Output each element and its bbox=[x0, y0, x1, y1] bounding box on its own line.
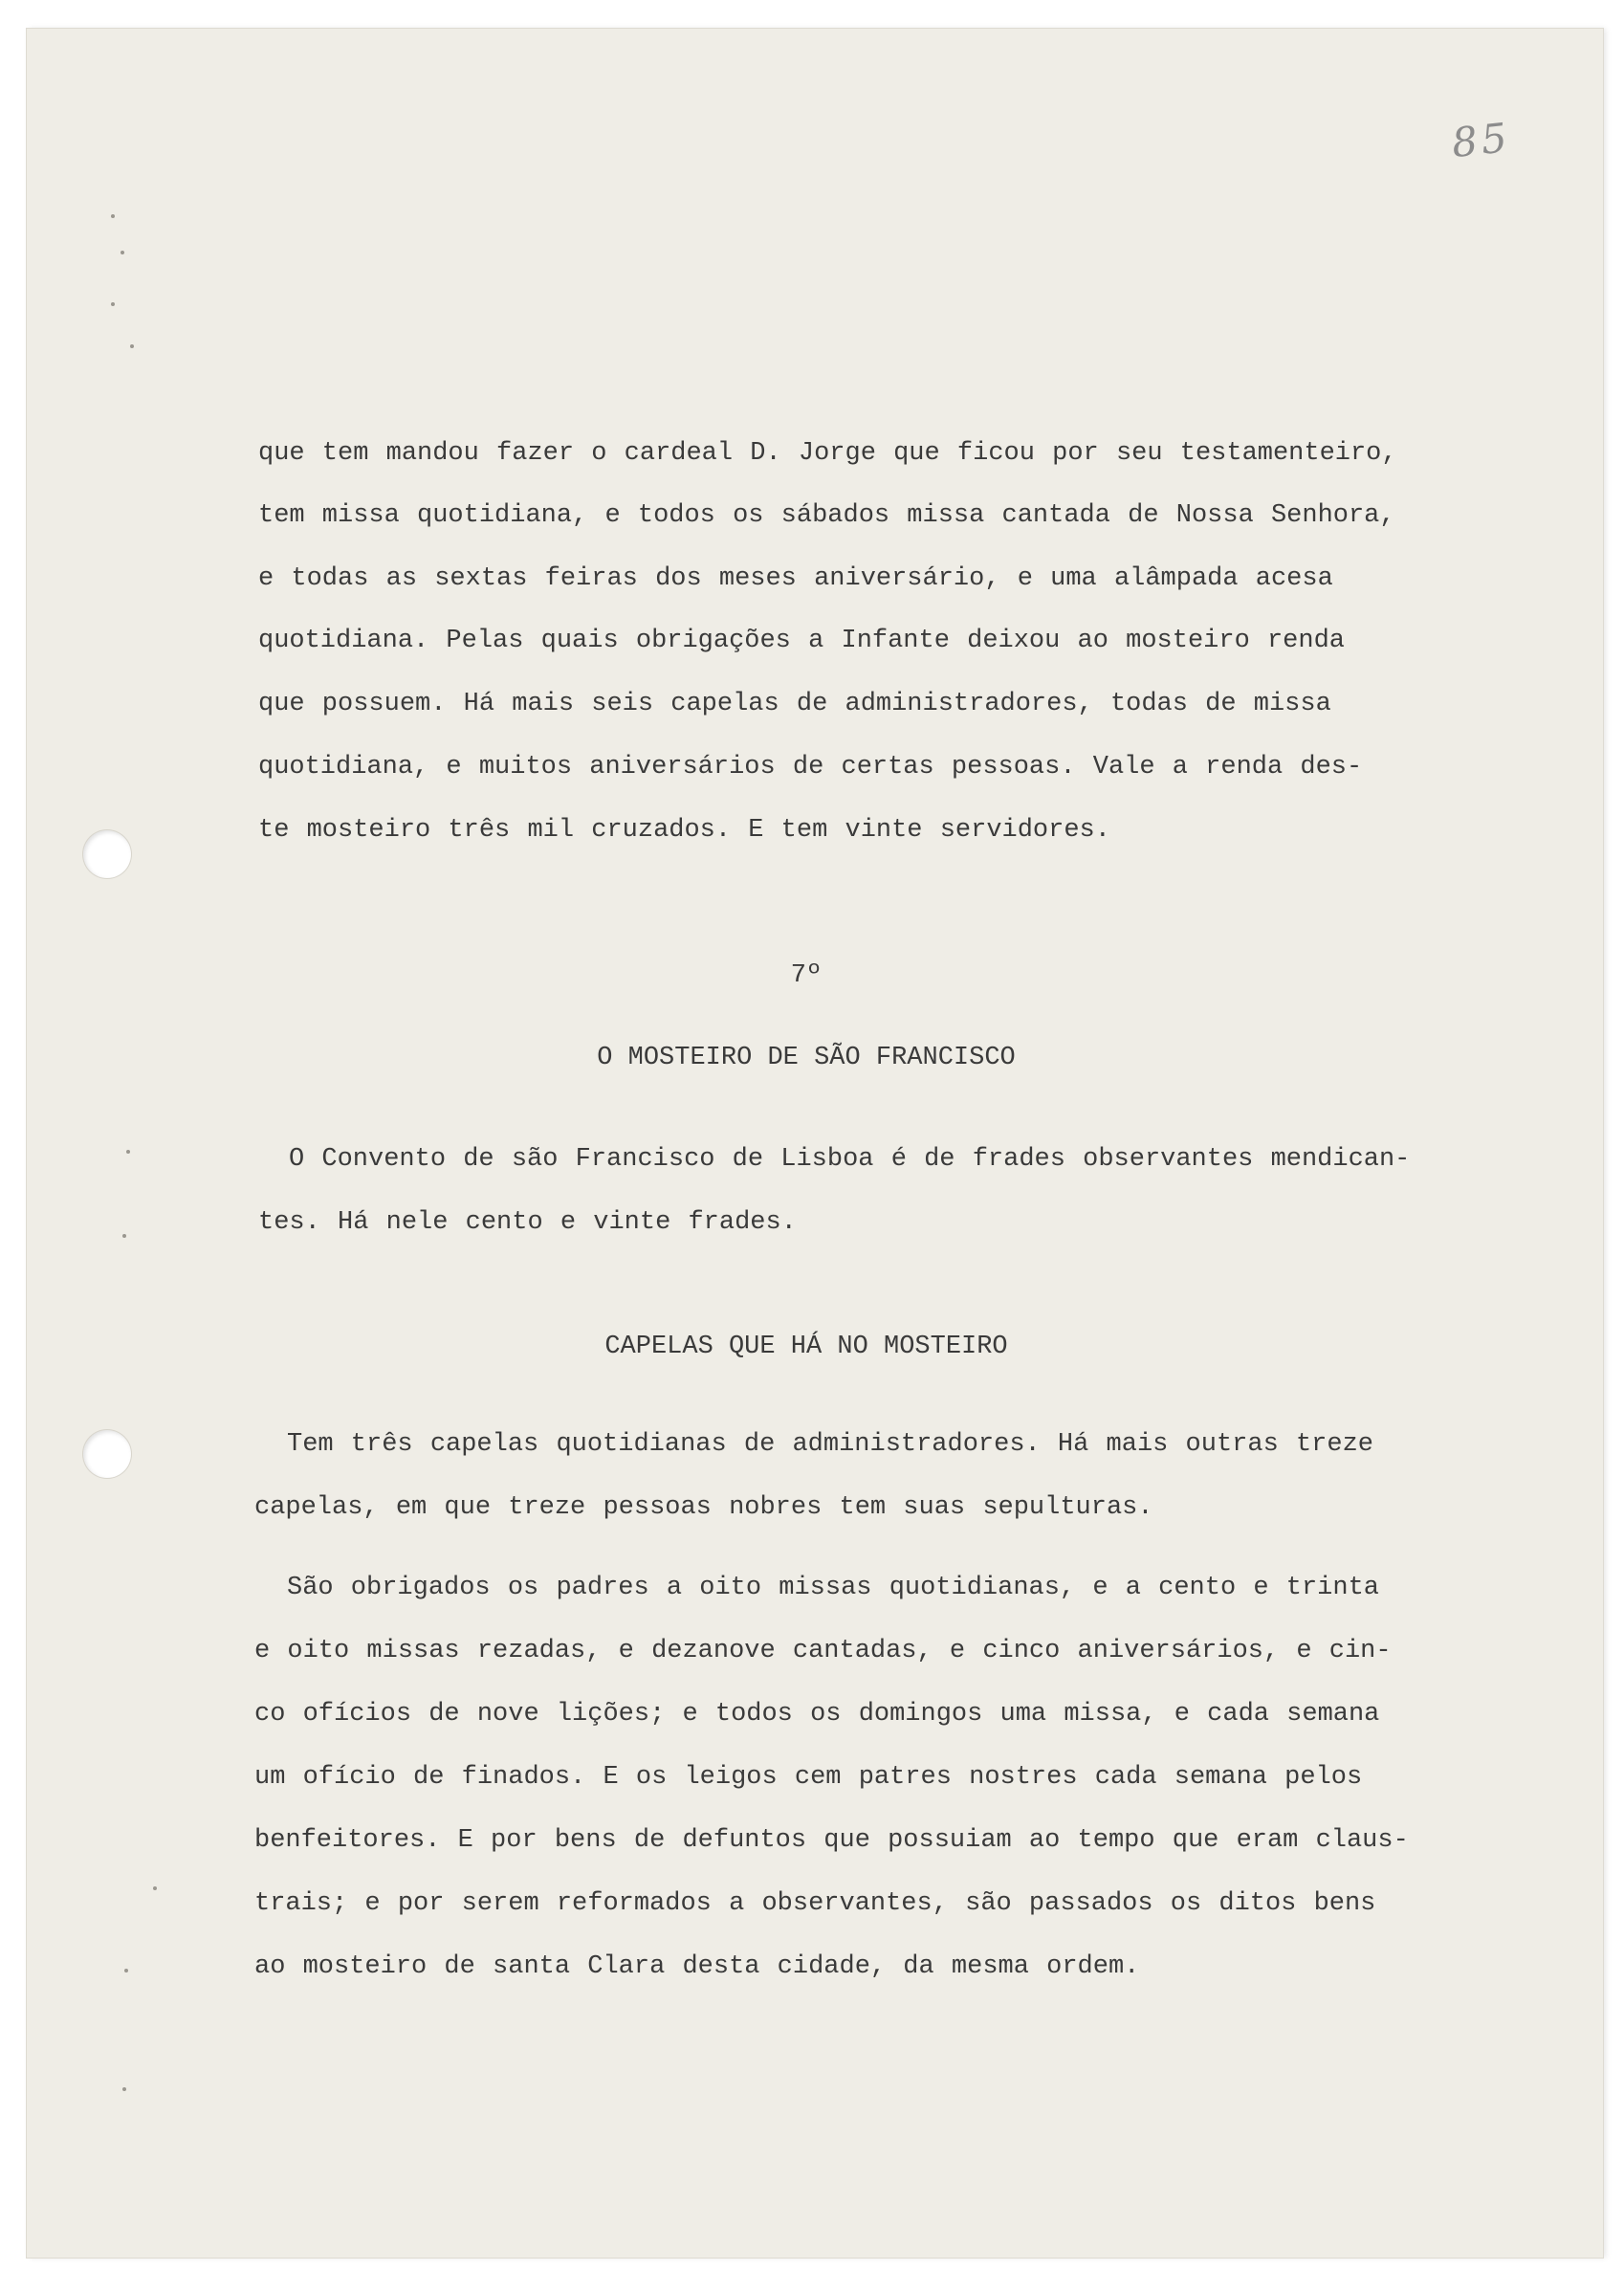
margin-speck bbox=[130, 344, 134, 348]
text-line: um ofício de finados. E os leigos cem patres nostres cada semana pelos bbox=[254, 1763, 1363, 1792]
page-number: 85 bbox=[1449, 113, 1513, 167]
margin-speck bbox=[126, 1150, 130, 1154]
text-line: Tem três capelas quotidianas de administradores. Há mais outras treze bbox=[287, 1430, 1373, 1459]
margin-speck bbox=[121, 251, 124, 254]
text-line: quotidiana. Pelas quais obrigações a Infante deixou ao mosteiro renda bbox=[258, 627, 1345, 655]
margin-speck bbox=[124, 1969, 128, 1972]
text-line: que possuem. Há mais seis capelas de administradores, todas de missa bbox=[258, 690, 1331, 718]
text-line: quotidiana, e muitos aniversários de certas pessoas. Vale a renda des- bbox=[258, 753, 1363, 782]
punch-hole-top bbox=[83, 830, 131, 878]
text-line: benfeitores. E por bens de defuntos que possuiam ao tempo que eram claus- bbox=[254, 1826, 1409, 1855]
margin-speck bbox=[111, 214, 115, 218]
text-line: ao mosteiro de santa Clara desta cidade, da mesma ordem. bbox=[254, 1952, 1140, 1981]
text-line: e todas as sextas feiras dos meses aniversário, e uma alâmpada acesa bbox=[258, 564, 1333, 593]
section-title: O MOSTEIRO DE SÃO FRANCISCO bbox=[597, 1044, 1016, 1072]
punch-hole-bottom bbox=[83, 1430, 131, 1478]
margin-speck bbox=[122, 2087, 126, 2091]
subsection-title: CAPELAS QUE HÁ NO MOSTEIRO bbox=[604, 1333, 1008, 1361]
section-number: 7º bbox=[790, 961, 823, 990]
text-line: te mosteiro três mil cruzados. E tem vinte servidores. bbox=[258, 816, 1110, 845]
text-line: tem missa quotidiana, e todos os sábados missa cantada de Nossa Senhora, bbox=[258, 501, 1395, 530]
margin-speck bbox=[122, 1234, 126, 1238]
paper-sheet bbox=[27, 29, 1603, 2258]
text-line: São obrigados os padres a oito missas quotidianas, e a cento e trinta bbox=[287, 1574, 1379, 1602]
text-line: e oito missas rezadas, e dezanove cantadas, e cinco aniversários, e cin- bbox=[254, 1637, 1392, 1665]
text-line: que tem mandou fazer o cardeal D. Jorge que ficou por seu testamenteiro, bbox=[258, 439, 1397, 468]
text-line: capelas, em que treze pessoas nobres tem suas sepulturas. bbox=[254, 1493, 1153, 1522]
margin-speck bbox=[153, 1886, 157, 1890]
text-line: co ofícios de nove lições; e todos os domingos uma missa, e cada semana bbox=[254, 1700, 1380, 1729]
text-line: tes. Há nele cento e vinte frades. bbox=[258, 1208, 797, 1237]
text-line: O Convento de são Francisco de Lisboa é de frades observantes mendican- bbox=[289, 1145, 1411, 1174]
margin-speck bbox=[111, 302, 115, 306]
text-line: trais; e por serem reformados a observantes, são passados os ditos bens bbox=[254, 1889, 1376, 1918]
